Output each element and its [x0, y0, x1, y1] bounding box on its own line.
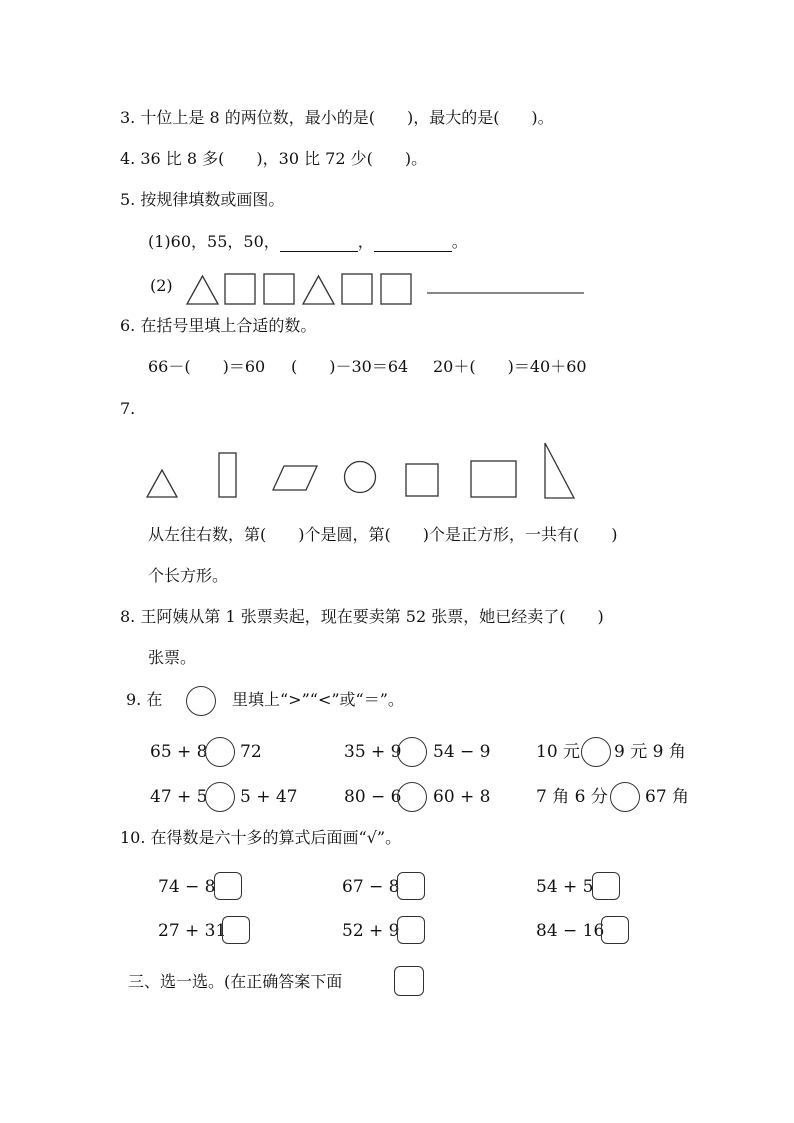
compare-left: 80 − 6: [344, 787, 402, 807]
question-7-line1: 从左往右数，第( )个是圆，第( )个是正方形，一共有( ): [148, 525, 618, 544]
check-box[interactable]: [601, 916, 629, 944]
square-shape: [225, 274, 255, 304]
compare-left: 35 + 9: [344, 742, 402, 762]
question-3: 3. 十位上是 8 的两位数，最小的是( )，最大的是( )。: [120, 108, 554, 127]
answer-blank[interactable]: [374, 235, 452, 252]
question-4: 4. 36 比 8 多( )，30 比 72 少( )。: [120, 149, 428, 168]
square-shape: [381, 274, 411, 304]
compare-left: 47 + 5: [150, 787, 208, 807]
triangle-shape: [303, 276, 334, 304]
compare-circle[interactable]: [397, 737, 427, 767]
square-shape: [264, 274, 294, 304]
answer-box-example: [394, 966, 424, 996]
separator: ，: [357, 232, 374, 251]
square-shape: [342, 274, 372, 304]
check-box[interactable]: [397, 916, 425, 944]
period: 。: [451, 232, 468, 251]
compare-right: 60 + 8: [433, 787, 491, 807]
rectangle-shape: [219, 453, 236, 497]
parallelogram-shape: [273, 466, 317, 490]
circle-shape: [345, 462, 376, 493]
check-box[interactable]: [222, 916, 250, 944]
check-expression: 52 + 9: [342, 921, 400, 941]
compare-right: 72: [240, 742, 262, 762]
section-3-heading: 三、选一选。(在正确答案下面: [128, 972, 343, 991]
question-9-prefix: 9. 在: [126, 690, 163, 709]
question-8-line2: 张票。: [148, 648, 197, 667]
compare-right: 54 − 9: [433, 742, 491, 762]
check-expression: 54 + 5: [536, 877, 594, 897]
compare-circle[interactable]: [581, 737, 611, 767]
question-5-title: 5. 按规律填数或画图。: [120, 190, 285, 209]
equation-2: ( )－30＝64: [291, 357, 409, 376]
compare-circle[interactable]: [610, 782, 640, 812]
question-5-part1: [148, 232, 468, 252]
equation-1: 66－( )＝60: [148, 357, 266, 376]
question-6-title: 6. 在括号里填上合适的数。: [120, 316, 317, 335]
check-box[interactable]: [214, 872, 242, 900]
check-expression: 67 − 8: [342, 877, 400, 897]
compare-left: 65 + 8: [150, 742, 208, 762]
compare-circle[interactable]: [205, 737, 235, 767]
question-10-title: 10. 在得数是六十多的算式后面画“√”。: [120, 828, 402, 847]
compare-right: 9 元 9 角: [614, 742, 686, 762]
check-box[interactable]: [592, 872, 620, 900]
compare-left: 7 角 6 分: [536, 787, 608, 807]
triangle-shape: [187, 276, 218, 304]
question-8-line1: 8. 王阿姨从第 1 张票卖起，现在要卖第 52 张票，她已经卖了( ): [120, 607, 604, 626]
answer-blank[interactable]: [280, 235, 358, 252]
check-expression: 27 + 31: [158, 921, 227, 941]
equation-3: 20＋( )＝40＋60: [433, 357, 587, 376]
question-7-line2: 个长方形。: [148, 566, 229, 585]
question-9-suffix: 里填上“>”“<”或“＝”。: [232, 690, 404, 709]
compare-circle-example: [186, 686, 216, 716]
compare-left: 10 元: [536, 742, 581, 762]
check-expression: 74 − 8: [158, 877, 216, 897]
sequence-prefix: (1)60，55，50，: [148, 232, 280, 251]
question-5-part2-label: (2): [150, 276, 173, 295]
rectangle-shape: [471, 461, 516, 497]
compare-right: 67 角: [645, 787, 690, 807]
compare-right: 5 + 47: [240, 787, 298, 807]
question-7-label: 7.: [120, 399, 136, 418]
compare-circle[interactable]: [205, 782, 235, 812]
compare-circle[interactable]: [397, 782, 427, 812]
right-triangle-shape: [545, 443, 574, 498]
check-expression: 84 − 16: [536, 921, 605, 941]
square-shape: [406, 464, 438, 496]
check-box[interactable]: [397, 872, 425, 900]
triangle-shape: [147, 470, 177, 497]
